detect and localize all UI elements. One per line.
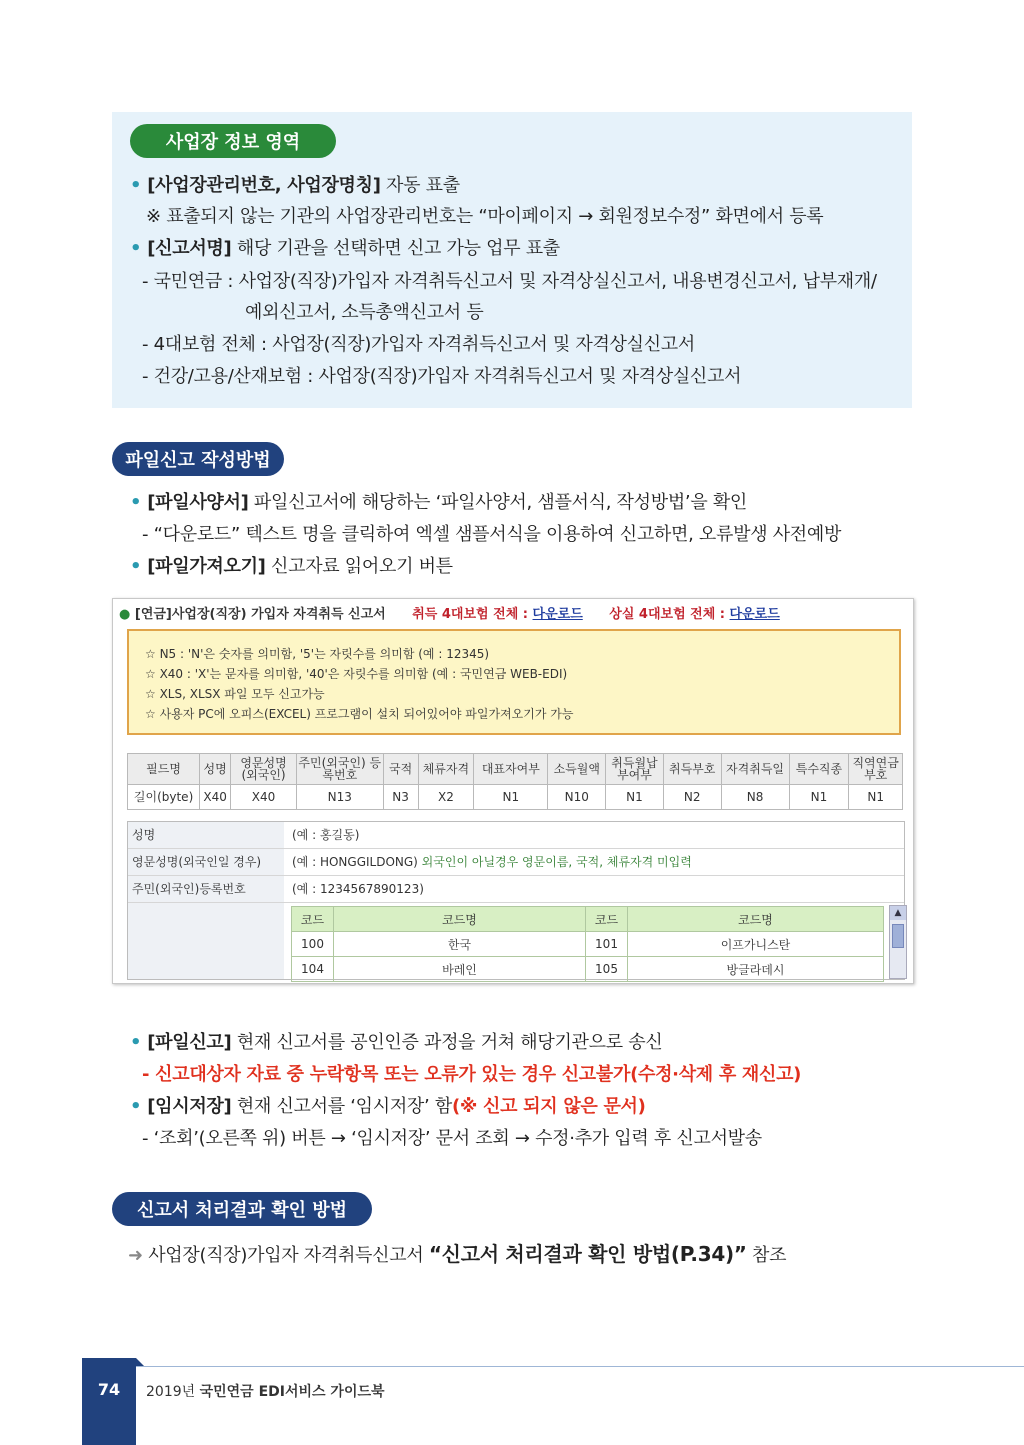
note-3: ☆ XLS, XLSX 파일 모두 신고가능 [145,687,325,701]
code-table-scrollbar[interactable] [889,905,907,979]
s2-line-1: • [파일사양서] 파일신고서에 해당하는 ‘파일사양서, 샘플서식, 작성방법’을 확인 [130,492,748,513]
note-2: ☆ X40 : 'X'는 문자를 의미함, '40'은 자릿수를 의미함 (예 : 국민연금 WEB-EDI) [145,667,568,681]
file-spec-screenshot [112,598,914,984]
page-number-tab-corner [136,1358,144,1366]
s1-line-7: - 건강/고용/산재보험 : 사업장(직장)가입자 자격취득신고서 및 자격상실신고서 [142,366,742,387]
s1-line-4: - 국민연금 : 사업장(직장)가입자 자격취득신고서 및 자격상실신고서, 내용변경신고서, 납부재개/ [142,271,877,292]
s3-line-1: • [파일신고] 현재 신고서를 공인인증 과정을 거쳐 해당기관으로 송신 [130,1032,663,1053]
nationality-code-table [291,906,884,982]
s2-line-2: - “다운로드” 텍스트 명을 클릭하여 엑셀 샘플서식을 이용하여 신고하면, 오류발생 사전예방 [142,524,842,545]
s1-line-5: 예외신고서, 소득총액신고서 등 [245,302,484,323]
s1-line-6: - 4대보험 전체 : 사업장(직장)가입자 자격취득신고서 및 자격상실신고서 [142,334,695,355]
screenshot-title-bar: ● [연금]사업장(직장) 가입자 자격취득 신고서 취득 4대보험 전체 : 다운로드 상실 4대보험 전체 : 다운로드 [119,607,780,622]
note-4: ☆ 사용자 PC에 오피스(EXCEL) 프로그램이 설치 되어있어야 파일가져오기가 가능 [145,707,574,721]
page-number-tab [82,1358,136,1445]
s3-line-2: - 신고대상자 자료 중 누락항목 또는 오류가 있는 경우 신고불가(수정·삭제 후 재신고) [142,1064,802,1085]
example-row: 영문성명(외국인일 경우) (예 : HONGGILDONG) 외국인이 아닐경우 영문이름, 국적, 체류자격 미입력 [128,849,904,876]
arrow-right-icon: ➜ [128,1245,143,1266]
s2-line-3: • [파일가져오기] 신고자료 읽어오기 버튼 [130,556,453,577]
table-row: 100 한국 101 이프가니스탄 [292,932,884,957]
footer-title: 2019년 국민연금 EDI서비스 가이드북 [146,1384,385,1400]
field-spec-table [127,753,903,810]
bullet-circle-icon: ● [119,607,131,622]
scroll-thumb[interactable] [892,924,904,948]
note-1: ☆ N5 : 'N'은 숫자를 의미함, '5'는 자릿수를 의미함 (예 : 12345) [145,647,490,661]
s1-line-2: ※ 표출되지 않는 기관의 사업장관리번호는 “마이페이지 → 회원정보수정” 화면에서 등록 [146,206,824,227]
example-row: 성명 (예 : 홍길동) [128,822,904,849]
table-row: 104 바레인 105 방글라데시 [292,957,884,982]
s1-line-3: • [신고서명] 해당 기관을 선택하면 신고 가능 업무 표출 [130,238,560,259]
code-header-row: 코드 코드명 코드 코드명 [292,907,884,932]
section-title-result-check: 신고서 처리결과 확인 방법 [112,1192,372,1226]
example-row: 주민(외국인)등록번호 (예 : 1234567890123) [128,876,904,903]
s4-line: ➜ 사업장(직장)가입자 자격취득신고서 “신고서 처리결과 확인 방법(P.34)” 참조 [128,1242,787,1266]
page-number: 74 [97,1380,121,1399]
download-link-acquire[interactable]: 다운로드 [532,607,583,622]
notes-box [127,629,901,735]
footer-rule [130,1366,1024,1367]
download-link-loss[interactable]: 다운로드 [729,607,780,622]
scroll-up-arrow-icon[interactable]: ▲ [890,906,906,920]
section-title-business-info: 사업장 정보 영역 [130,124,336,158]
s3-line-4: - ‘조회’(오른쪽 위) 버튼 → ‘임시저장’ 문서 조회 → 수정·추가 입력 후 신고서발송 [142,1128,762,1149]
field-header-row: 필드명 성명 영문성명 (외국인) 주민(외국인) 등록번호 국적 체류자격 대표자여부 소득월액 취득월납 부여부 취득부호 자격취득일 특수직종 직역연금 부호 [128,754,903,785]
section-title-file-report: 파일신고 작성방법 [112,442,284,476]
field-length-row: 길이(byte) X40 X40 N13 N3 X2 N1 N10 N1 N2 N8 N1 N1 [128,785,903,810]
s3-line-3: • [임시저장] 현재 신고서를 ‘임시저장’ 함(※ 신고 되지 않은 문서) [130,1096,646,1117]
s1-line-1: • [사업장관리번호, 사업장명칭] 자동 표출 [130,175,460,196]
